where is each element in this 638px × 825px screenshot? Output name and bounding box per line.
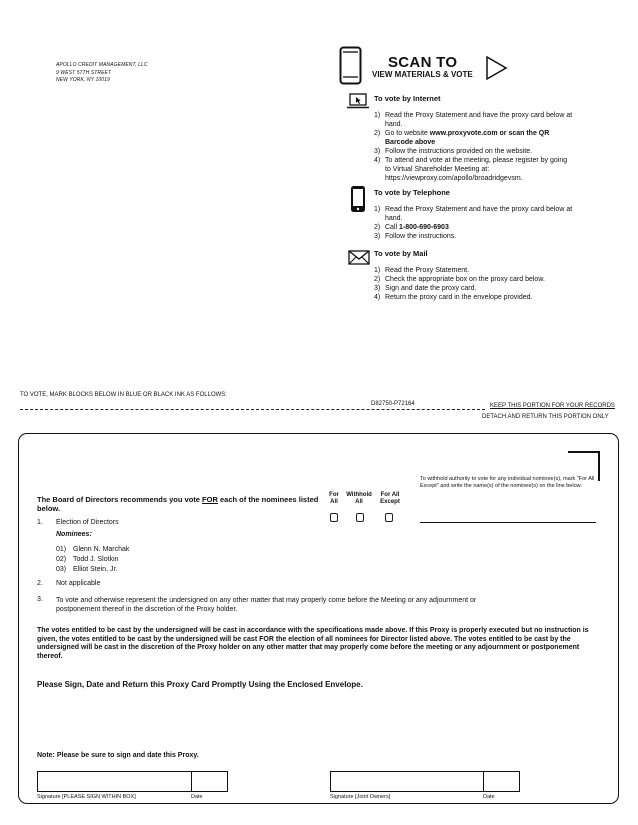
list-item: 01) Glenn N. Marchak	[56, 546, 130, 553]
joint-date-box[interactable]	[483, 771, 520, 792]
scan-title: SCAN TO	[388, 54, 458, 71]
list-item: 03) Elliot Stein, Jr.	[56, 566, 118, 573]
corner-mark	[568, 451, 599, 453]
sender-line3: NEW YORK, NY 10019	[56, 77, 110, 83]
detach-portion-label: DETACH AND RETURN THIS PORTION ONLY	[482, 414, 609, 420]
withhold-note: To withhold authority to vote for any individual nominee(s), mark "For All Except" and write the name(s) of the nominee(s) on the line below.	[420, 476, 595, 489]
withhold-nominee-line[interactable]	[420, 522, 596, 523]
marking-instructions: TO VOTE, MARK BLOCKS BELOW IN BLUE OR BLACK INK AS FOLLOWS:	[20, 392, 227, 398]
nominee-list	[56, 545, 129, 575]
laptop-icon	[347, 93, 369, 109]
signature-box[interactable]	[37, 771, 192, 792]
for-all-header: For All	[329, 492, 339, 505]
list-item: 1) Read the Proxy Statement and have the proxy card below at hand.	[374, 112, 573, 128]
proxy-terms: The votes entitled to be cast by the undersigned will be cast in accordance with the specifications made above. If this Proxy is properly executed but no instruction is given, the votes entitled to be cast by the undersigned will be cast FOR the election of all nominees for Director listed above. The votes entitled to be cast by the undersigned will be cast in the discretion of the Proxy holder on any other matter that may properly come before the meeting or any adjournment or postponement thereof.	[37, 627, 589, 660]
list-item: 4) To attend and vote at the meeting, please register by going to Virtual Shareholder Meeting at: https://viewproxy.com/apollo/broadridgevsm.	[374, 157, 568, 182]
telephone-heading: To vote by Telephone	[374, 188, 450, 197]
withhold-all-header: Withhold All	[346, 492, 372, 505]
list-item: 3) Follow the instructions.	[374, 233, 457, 240]
for-all-except-header: For All Except	[380, 492, 400, 505]
internet-steps	[374, 111, 574, 183]
list-item: 2) Go to website www.proxyvote.com or scan the QR Barcode above	[374, 130, 550, 146]
item-number: 1.	[37, 519, 43, 526]
list-item: 02) Todd J. Slotkin	[56, 556, 119, 563]
tear-line	[20, 409, 485, 410]
withhold-all-checkbox[interactable]	[356, 513, 364, 522]
telephone-steps	[374, 205, 574, 241]
for-all-checkbox[interactable]	[330, 513, 338, 522]
date-box[interactable]	[191, 771, 228, 792]
envelope-icon	[348, 250, 370, 265]
date-label: Date	[191, 794, 203, 800]
election-of-directors: Election of Directors	[56, 519, 119, 526]
keep-portion-label: KEEP THIS PORTION FOR YOUR RECORDS	[490, 403, 615, 409]
scan-subtitle: VIEW MATERIALS & VOTE	[372, 70, 473, 79]
internet-heading: To vote by Internet	[374, 94, 441, 103]
sign-note: Note: Please be sure to sign and date this Proxy.	[37, 752, 199, 759]
item-number: 3.	[37, 596, 43, 603]
list-item: 2) Call 1-800-690-6903	[374, 224, 449, 231]
list-item: 3) Follow the instructions provided on the website.	[374, 148, 533, 155]
list-item: 2) Check the appropriate box on the proxy card below.	[374, 276, 545, 283]
list-item: 1) Read the Proxy Statement.	[374, 267, 470, 274]
smartphone-icon	[339, 46, 363, 86]
for-all-except-checkbox[interactable]	[385, 513, 393, 522]
list-item: 4) Return the proxy card in the envelope provided.	[374, 294, 533, 301]
item2-text: Not applicable	[56, 580, 101, 587]
joint-signature-box[interactable]	[330, 771, 484, 792]
mail-heading: To vote by Mail	[374, 249, 428, 258]
item-number: 2.	[37, 580, 43, 587]
nominees-label: Nominees:	[56, 531, 92, 538]
item3-text: To vote and otherwise represent the undersigned on any other matter that may properly come before the Meeting or any adjournment or postponement thereof in the discretion of the Proxy holder.	[56, 597, 477, 613]
signature-label: Signature [PLEASE SIGN WITHIN BOX]	[37, 794, 136, 800]
joint-signature-label: Signature [Joint Owners]	[330, 794, 391, 800]
play-arrow-icon	[485, 55, 509, 81]
board-recommendation: The Board of Directors recommends you vote FOR each of the nominees listed below.	[37, 495, 319, 513]
sender-line1: APOLLO CREDIT MANAGEMENT, LLC	[56, 62, 148, 68]
mail-steps	[374, 266, 594, 302]
joint-date-label: Date	[483, 794, 495, 800]
list-item: 3) Sign and date the proxy card.	[374, 285, 477, 292]
sign-prompt: Please Sign, Date and Return this Proxy Card Promptly Using the Enclosed Envelope.	[37, 680, 363, 689]
sender-address	[56, 62, 148, 85]
control-code: D82750-P72164	[371, 401, 415, 407]
phone-icon	[350, 185, 366, 213]
list-item: 1) Read the Proxy Statement and have the proxy card below at hand.	[374, 206, 573, 222]
sender-line2: 9 WEST 57TH STREET	[56, 69, 112, 76]
